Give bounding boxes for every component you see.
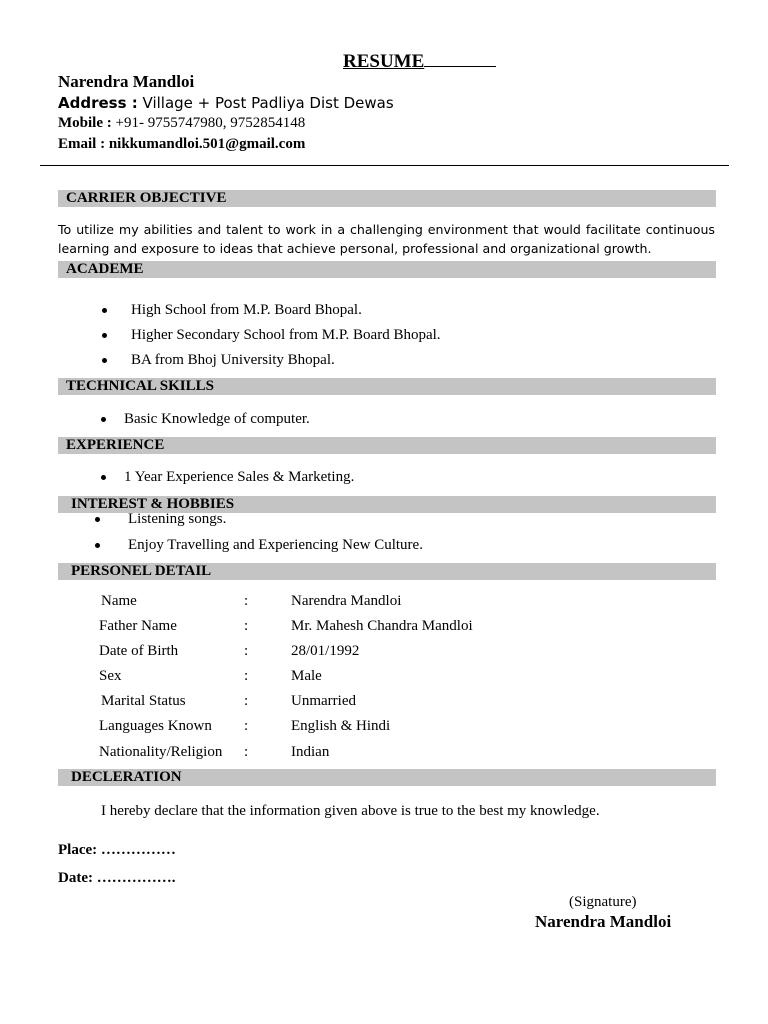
detail-label-marital: Marital Status bbox=[101, 693, 186, 709]
detail-separator: : bbox=[244, 693, 249, 709]
section-heading-interests: INTEREST & HOBBIES bbox=[71, 496, 235, 512]
resume-title: RESUME bbox=[343, 50, 496, 73]
list-item: Higher Secondary School from M.P. Board Bhopal. bbox=[131, 327, 441, 343]
section-heading-objective: CARRIER OBJECTIVE bbox=[66, 190, 227, 206]
bullet-icon bbox=[102, 308, 107, 313]
list-item: BA from Bhoj University Bhopal. bbox=[131, 352, 335, 368]
detail-label-nationality: Nationality/Religion bbox=[99, 744, 223, 760]
list-item: 1 Year Experience Sales & Marketing. bbox=[124, 469, 355, 485]
section-bar-academe bbox=[58, 261, 716, 278]
bullet-icon bbox=[102, 333, 107, 338]
detail-value-father: Mr. Mahesh Chandra Mandloi bbox=[291, 618, 473, 634]
signature-name: Narendra Mandloi bbox=[535, 912, 672, 931]
section-heading-academe: ACADEME bbox=[66, 261, 144, 277]
section-heading-personal: PERSONEL DETAIL bbox=[71, 563, 212, 579]
detail-value-dob: 28/01/1992 bbox=[291, 643, 360, 659]
bullet-icon bbox=[101, 417, 106, 422]
detail-label-languages: Languages Known bbox=[99, 718, 212, 734]
detail-label-name: Name bbox=[101, 593, 137, 609]
title-underline bbox=[424, 50, 496, 67]
section-bar-objective bbox=[58, 190, 716, 207]
bullet-icon bbox=[101, 475, 106, 480]
objective-text: To utilize my abilities and talent to work in a challenging environment that would facilitate continuous learning and exposure to ideas that achieve personal, professional and organizational growth. bbox=[58, 222, 715, 256]
detail-separator: : bbox=[244, 668, 249, 684]
bullet-icon bbox=[95, 543, 100, 548]
mobile-line bbox=[58, 115, 305, 132]
list-item: Enjoy Travelling and Experiencing New Culture. bbox=[128, 537, 423, 553]
detail-value-marital: Unmarried bbox=[291, 693, 356, 709]
section-heading-declaration: DECLERATION bbox=[71, 769, 182, 785]
bullet-icon bbox=[95, 517, 100, 522]
detail-separator: : bbox=[244, 593, 249, 609]
detail-separator: : bbox=[244, 643, 249, 659]
detail-label-dob: Date of Birth bbox=[99, 643, 179, 659]
detail-separator: : bbox=[244, 618, 249, 634]
detail-label-father: Father Name bbox=[99, 618, 177, 634]
detail-separator: : bbox=[244, 744, 249, 760]
mobile-label: Mobile : bbox=[58, 115, 112, 131]
section-bar-experience bbox=[58, 437, 716, 454]
detail-value-nationality: Indian bbox=[291, 744, 330, 760]
section-bar-declaration bbox=[58, 769, 716, 786]
mobile-value: +91- 9755747980, 9752854148 bbox=[115, 115, 306, 131]
address-line bbox=[58, 94, 394, 112]
detail-separator: : bbox=[244, 718, 249, 734]
detail-value-name: Narendra Mandloi bbox=[291, 593, 402, 609]
list-item: Listening songs. bbox=[128, 511, 227, 527]
address-value: Village + Post Padliya Dist Dewas bbox=[142, 94, 394, 112]
section-heading-experience: EXPERIENCE bbox=[66, 437, 165, 453]
address-label: Address : bbox=[58, 94, 138, 112]
detail-value-sex: Male bbox=[291, 668, 322, 684]
detail-value-languages: English & Hindi bbox=[291, 718, 391, 734]
candidate-name: Narendra Mandloi bbox=[58, 72, 195, 91]
signature-label: (Signature) bbox=[569, 894, 637, 910]
date-field: Date: ……………. bbox=[58, 870, 176, 886]
detail-label-sex: Sex bbox=[99, 668, 122, 684]
place-field: Place: …………… bbox=[58, 842, 176, 858]
section-bar-technical bbox=[58, 378, 716, 395]
header-divider bbox=[40, 165, 729, 166]
list-item: High School from M.P. Board Bhopal. bbox=[131, 302, 362, 318]
section-heading-technical: TECHNICAL SKILLS bbox=[66, 378, 214, 394]
declaration-text: I hereby declare that the information given above is true to the best my knowledge. bbox=[101, 803, 600, 819]
bullet-icon bbox=[102, 358, 107, 363]
email-line: Email : nikkumandloi.501@gmail.com bbox=[58, 136, 306, 152]
list-item: Basic Knowledge of computer. bbox=[124, 411, 310, 427]
section-bar-personal bbox=[58, 563, 716, 580]
